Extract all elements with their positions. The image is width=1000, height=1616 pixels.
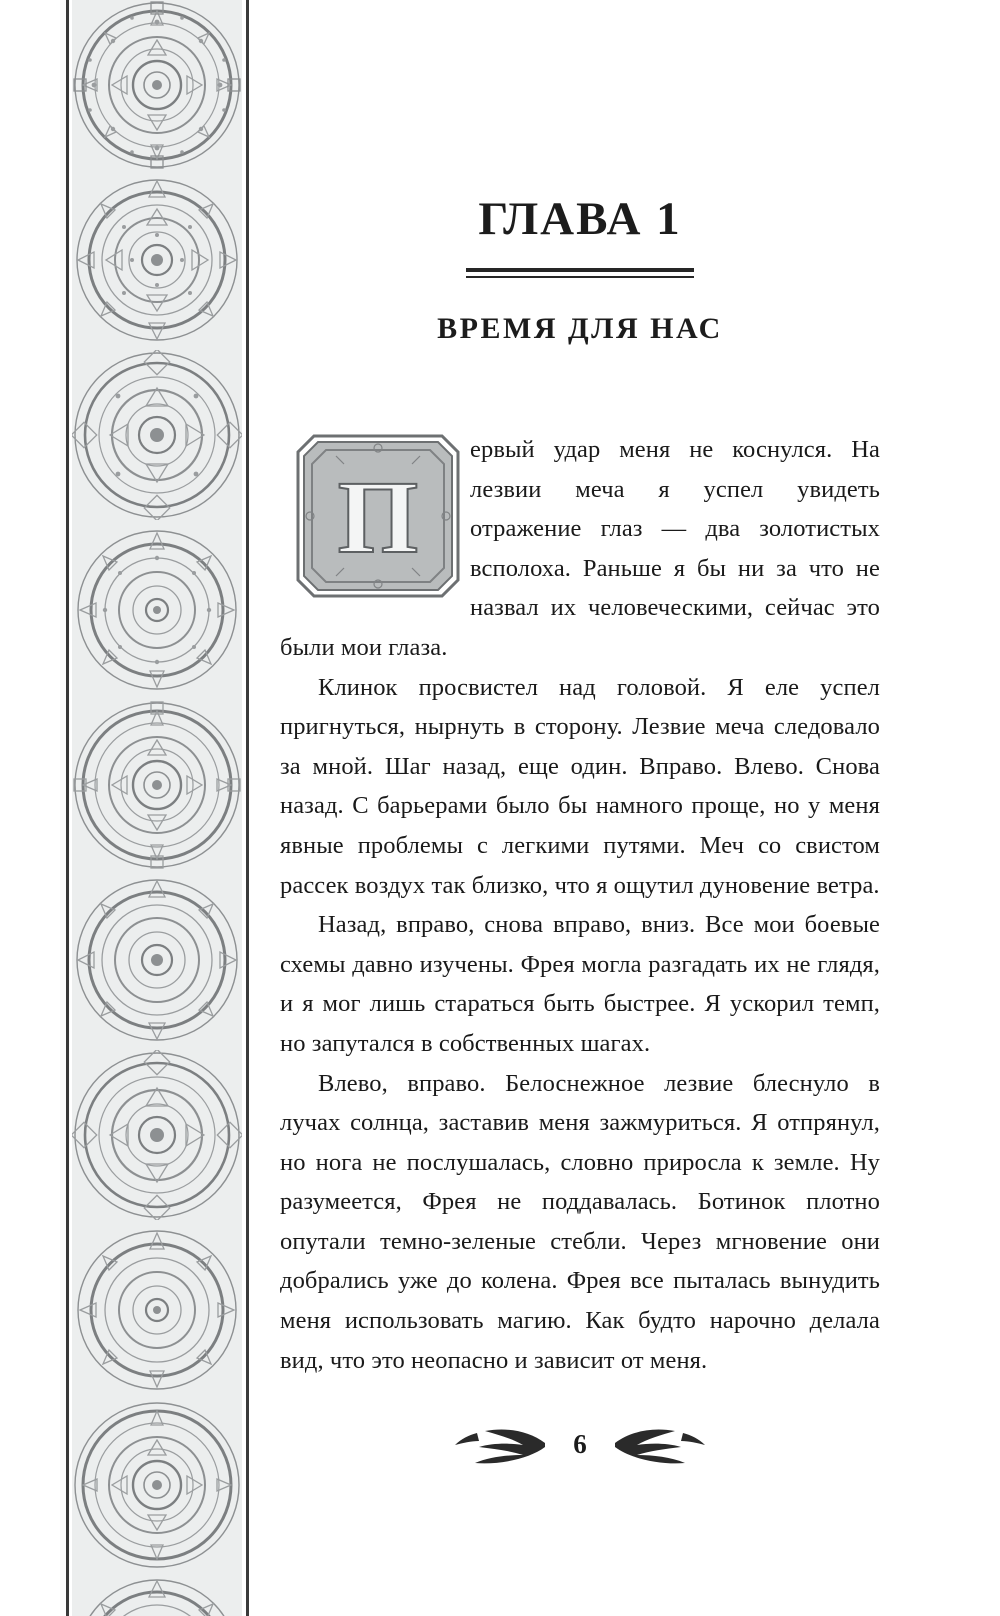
chapter-title: ГЛАВА 1 — [478, 193, 682, 245]
mandala-ornament-band — [0, 0, 262, 1616]
title-divider-thick — [466, 268, 694, 272]
mandala-medallion-icon — [72, 350, 242, 520]
chapter-subtitle: ВРЕМЯ ДЛЯ НАС — [437, 312, 723, 345]
paragraph-3: Назад, вправо, снова вправо, вниз. Все мои боевые схемы давно изучены. Фрея могла разгадать их не глядя, и я мог лишь стараться быть быстрее. Я ускорил темп, но запутался в собственных шагах. — [280, 911, 880, 1057]
paragraph-2: Клинок просвистел над головой. Я еле успел пригнуться, нырнуть в сторону. Лезвие меча следовало за мной. Шаг назад, еще один. Вправо. Влево. Снова назад. С барьерами было бы намного проще, но у меня явные проблемы с легкими путями. Меч со свистом рассек воздух так близко, что я ощутил дуновение ветра. — [280, 673, 880, 899]
title-divider — [466, 268, 694, 278]
mandala-medallion-icon — [72, 175, 242, 345]
mandala-medallion-icon — [72, 1225, 242, 1395]
dropcap-wrap-spacer — [280, 430, 470, 602]
mandala-medallion-icon — [72, 525, 242, 695]
paragraph-1: ервый удар меня не коснулся. На лезвии меча я успел увидеть отражение глаз — два золотистых всполоха. Раньше я бы ни за что не назвал их человеческими, сейчас это были мои глаза. — [280, 436, 880, 661]
dropcap-letter: П — [337, 460, 419, 575]
band-fill — [72, 0, 242, 1616]
page-content — [280, 0, 880, 1616]
wing-left-icon — [455, 1423, 547, 1465]
mandala-medallion-icon — [72, 700, 242, 870]
band-medallion-column — [72, 0, 242, 1616]
mandala-medallion-icon — [72, 0, 242, 170]
mandala-medallion-icon — [72, 1575, 242, 1616]
band-inner-rule — [246, 0, 249, 1616]
mandala-medallion-icon — [72, 1050, 242, 1220]
title-divider-thin — [466, 276, 694, 278]
mandala-medallion-icon — [72, 875, 242, 1045]
wing-right-icon — [613, 1423, 705, 1465]
paragraph-4: Влево, вправо. Белоснежное лезвие блеснуло в лучах солнца, заставив меня зажмуриться. Я отпрянул, но нога не послушалась, словно приросла к земле. Ну разумеется, Фрея не поддавалась. Ботинок плотно опутали темно-зеленые стебли. Через мгновение они добрались уже до колена. Фрея все пыталась вынудить меня использовать магию. Как будто нарочно делала вид, что это неопасно и зависит от меня. — [280, 1069, 880, 1374]
mandala-medallion-icon — [72, 1400, 242, 1570]
page-footer — [280, 1414, 880, 1474]
band-outer-rule — [66, 0, 69, 1616]
page-number: 6 — [573, 1428, 587, 1459]
body-text — [280, 430, 880, 1380]
